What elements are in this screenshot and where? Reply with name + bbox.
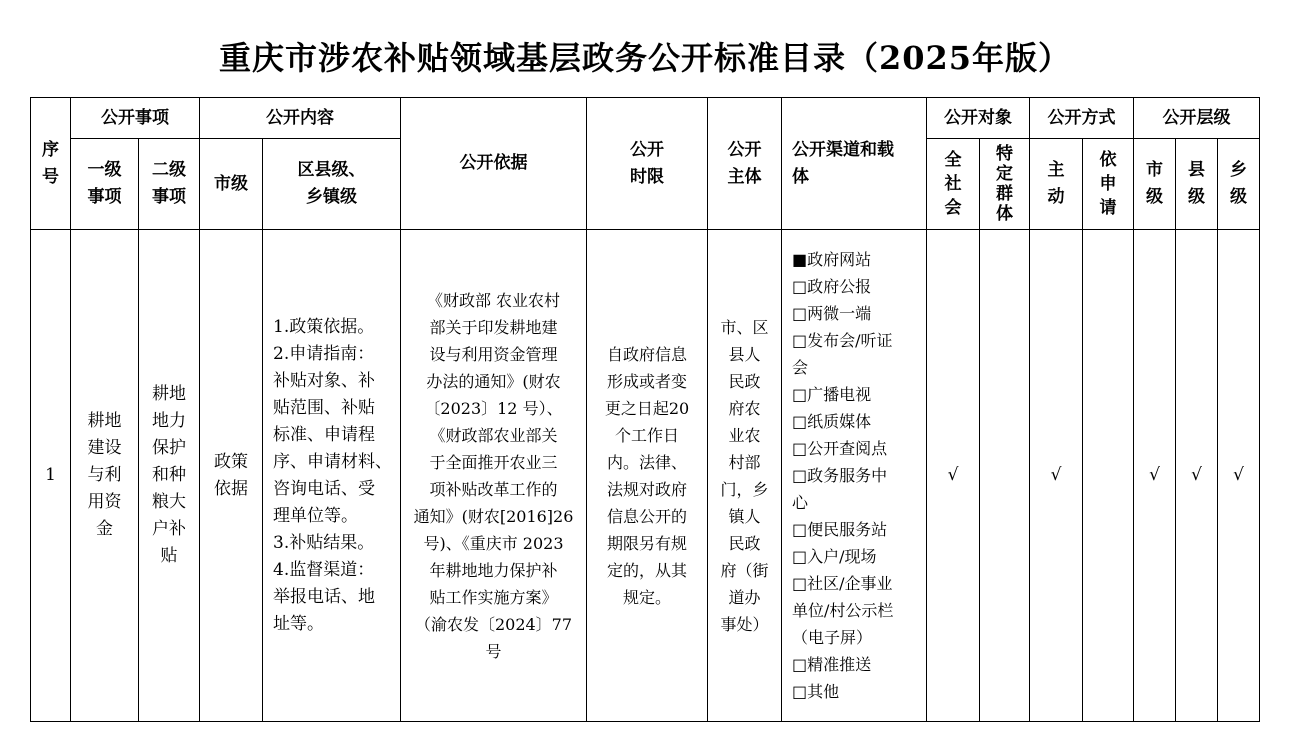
check-lv-county: √ [1176, 230, 1218, 722]
channel-item: □纸质媒体 [792, 412, 872, 431]
channel-item: □政务服务中 心 [792, 466, 888, 512]
check-all-society: √ [927, 230, 980, 722]
header-public-content: 公开内容 [200, 98, 401, 139]
header-public-items: 公开事项 [71, 98, 200, 139]
cell-channels [782, 230, 927, 722]
channel-item: □广播电视 [792, 385, 872, 404]
header-lv-city: 市 级 [1134, 139, 1176, 230]
cell-county-content: 1.政策依据。 2.申请指南： 补贴对象、补 贴范围、补贴 标准、申请程 序、申请材料、 咨询电话、受 理单位等。 3.补贴结果。 4.监督渠道： 举报电话、地 址等。 [263, 230, 401, 722]
cell-time-limit: 自政府信息 形成或者变 更之日起20 个工作日 内。法律、 法规对政府 信息公开的 期限另有规 定的，从其 规定。 [587, 230, 708, 722]
header-level: 公开层级 [1134, 98, 1260, 139]
header-all-society: 全 社 会 [927, 139, 980, 230]
check-lv-town: √ [1218, 230, 1260, 722]
table-row [31, 230, 1260, 722]
cell-basis: 《财政部 农业农村 部关于印发耕地建 设与利用资金管理 办法的通知》(财农 〔2023〕12 号）、 《财政部农业部关 于全面推开农业三 项补贴改革工作的 通知》(财农[2016]26 号)、《重庆市 2023 年耕地地力保护补 贴工作实施方案》 （渝农发〔2024〕77 号 [401, 230, 587, 722]
channel-item: ■政府网站 [792, 250, 872, 269]
header-method: 公开方式 [1030, 98, 1134, 139]
channel-item: □精准推送 [792, 655, 872, 674]
header-basis: 公开依据 [401, 98, 587, 230]
check-specific-group [980, 230, 1030, 722]
channel-item: □便民服务站 [792, 520, 888, 539]
standard-catalog-table [30, 97, 1260, 722]
header-audience: 公开对象 [927, 98, 1030, 139]
header-time-limit: 公开 时限 [587, 98, 708, 230]
header-lv-county: 县 级 [1176, 139, 1218, 230]
channel-item: □其他 [792, 682, 840, 701]
header-city-level: 市级 [200, 139, 263, 230]
header-channels: 公开渠道和载 体 [782, 98, 927, 230]
header-subject: 公开 主体 [708, 98, 782, 230]
header-lv-town: 乡 级 [1218, 139, 1260, 230]
check-lv-city: √ [1134, 230, 1176, 722]
check-on-request [1083, 230, 1134, 722]
channel-item: □两微一端 [792, 304, 872, 323]
header-level1: 一级 事项 [71, 139, 139, 230]
header-level2: 二级 事项 [139, 139, 200, 230]
channel-item: □入户/现场 [792, 547, 877, 566]
cell-seq: 1 [31, 230, 71, 722]
header-county-town: 区县级、 乡镇级 [263, 139, 401, 230]
cell-subject: 市、区 县人 民政 府农 业农 村部 门，乡 镇人 民政 府（街 道办 事处） [708, 230, 782, 722]
channel-item: □社区/企事业 单位/村公示栏 （电子屏） [792, 574, 894, 647]
page-title: 重庆市涉农补贴领域基层政务公开标准目录（2025年版） [218, 39, 1072, 77]
header-seq: 序 号 [31, 98, 71, 230]
cell-city-content: 政策 依据 [200, 230, 263, 722]
channel-item: □政府公报 [792, 277, 872, 296]
header-active: 主 动 [1030, 139, 1083, 230]
channel-item: □公开查阅点 [792, 439, 888, 458]
header-specific-group: 特 定 群 体 [980, 139, 1030, 230]
cell-level2: 耕地 地力 保护 和种 粮大 户补 贴 [139, 230, 200, 722]
cell-level1: 耕地 建设 与利 用资 金 [71, 230, 139, 722]
header-on-request: 依 申 请 [1083, 139, 1134, 230]
channel-item: □发布会/听证 会 [792, 331, 893, 377]
check-active: √ [1030, 230, 1083, 722]
